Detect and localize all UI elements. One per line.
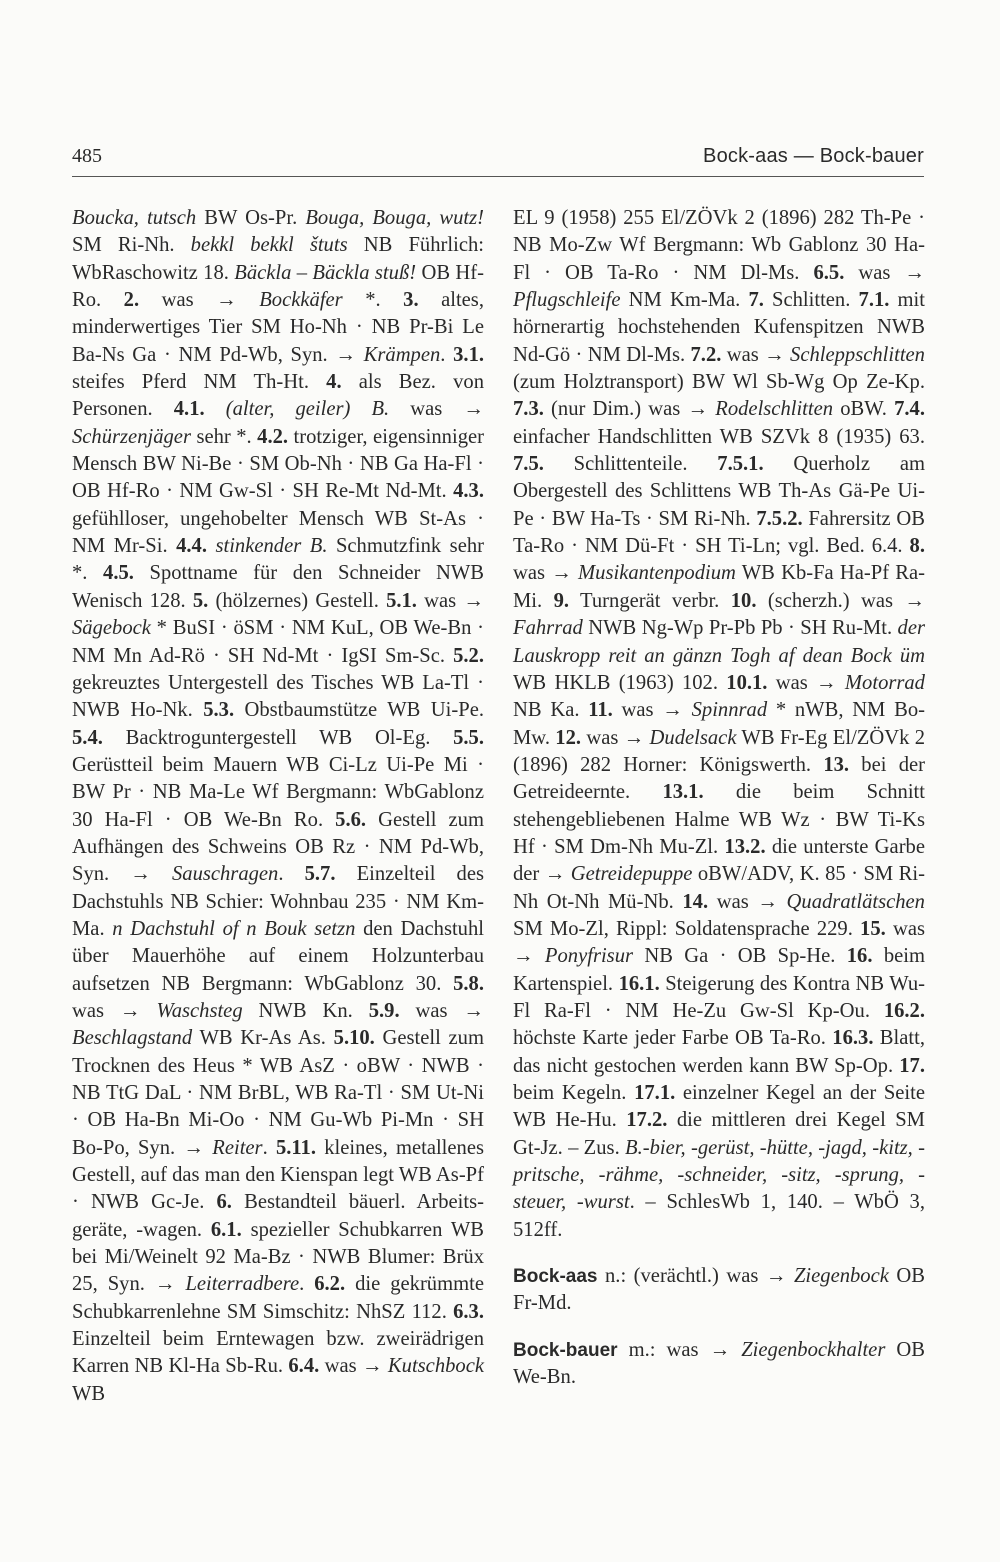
left-column (72, 205, 484, 1408)
entry-body: m.: was → Ziegenbockhalter OB We-Bn. (513, 1338, 925, 1389)
entry-body: n.: (verächtl.) was → Ziegenbock OB Fr-Md. (513, 1265, 925, 1315)
page-number: 485 (72, 145, 102, 167)
right-column (513, 205, 925, 1391)
running-head: Bock-aas — Bock-bauer (703, 145, 924, 167)
headword: Bock-bauer (513, 1339, 618, 1361)
entry-continuation-right: EL 9 (1958) 255 El/ZÖVk 2 (1896) 282 Th-Pe · NB Mo-Zw Wf Bergmann: Wb Gablonz 30 Ha-Fl · OB Ta-Ro · NM Dl-Ms. 6.5. was → Pflugschleife NM Km-Ma. 7. Schlitten. 7.1. mit hörnerartig hochstehenden Kufenspitzen NWB Nd-Gö · NM Dl-Ms. 7.2. was → Schleppschlitten (zum Holztransport) BW Wl Sb-Wg Op Ze-Kp. 7.3. (nur Dim.) was → Rodelschlitten oBW. 7.4. einfacher Handschlitten WB SZVk 8 (1935) 63. 7.5. Schlittenteile. 7.5.1. Querholz am Obergestell des Schlittens WB Th-As Gä-Pe Ui-Pe · BW Ha-Ts · SM Ri-Nh. 7.5.2. Fahrersitz OB Ta-Ro · NM Dü-Ft · SH Ti-Ln; vgl. Bed. 6.4. 8. was → Musikantenpodium WB Kb-Fa Ha-Pf Ra-Mi. 9. Turngerät verbr. 10. (scherzh.) was → Fahrrad NWB Ng-Wp Pr-Pb Pb · SH Ru-Mt. der Lauskropp reit an gänzn Togh af dean Bock üm WB HKLB (1963) 102. 10.1. was → Motorrad NB Ka. 11. was → Spinnrad * nWB, NM Bo-Mw. 12. was → Dudelsack WB Fr-Eg El/ZÖVk 2 (1896) 282 Horner: Königswerth. 13. bei der Getreideernte. 13.1. die beim Schnitt stehengebliebenen Halme WB Wz · BW Ti-Ks Hf · SM Dm-Nh Mu-Zl. 13.2. die unterste Garbe der → Getreidepuppe oBW/ADV, K. 85 · SM Ri-Nh Ot-Nh Mü-Nb. 14. was → Quadratlätschen SM Mo-Zl, Rippl: Soldatensprache 229. 15. was → Ponyfrisur NB Ga · OB Sp-He. 16. beim Kartenspiel. 16.1. Steigerung des Kontra NB Wu-Fl Ra-Fl · NM He-Zu Gw-Sl Kp-Ou. 16.2. höchste Karte jeder Farbe OB Ta-Ro. 16.3. Blatt, das nicht gestochen werden kann BW Sp-Op. 17. beim Kegeln. 17.1. einzelner Kegel an der Seite WB He-Hu. 17.2. die mittleren drei Kegel SM Gt-Jz. – Zus. B.-bier, -gerüst, -hütte, -jagd, -kitz, -pritsche, -rähme, -schneider, -sitz, -sprung, -steuer, -wurst. – SchlesWb 1, 140. – WbÖ 3, 512ff. (513, 207, 926, 1241)
entry-bock-bauer (513, 1337, 925, 1392)
entry-bock-aas (513, 1263, 925, 1318)
headword: Bock-aas (513, 1266, 598, 1288)
entry-continuation: Boucka, tutsch BW Os-Pr. Bouga, Bouga, wutz! SM Ri-Nh. bekkl bekkl štuts NB Führlich: WbRaschowitz 18. Bäckla – Bäckla stuß! OB Hf-Ro. 2. was → Bockkäfer *. 3. altes, minderwertiges Tier SM Ho-Nh · NB Pr-Bi Le Ba-Ns Ga · NM Pd-Wb, Syn. → Krämpen. 3.1. steifes Pferd NM Th-Ht. 4. als Bez. von Personen. 4.1. (alter, geiler) B. was → Schürzenjäger sehr *. 4.2. trotziger, eigensinniger Mensch BW Ni-Be · SM Ob-Nh · NB Ga Ha-Fl · OB Hf-Ro · NM Gw-Sl · SH Re-Mt Nd-Mt. 4.3. gefühlloser, ungehobelter Mensch WB St-As · NM Mr-Si. 4.4. stinkender B. Schmutzfink sehr *. 4.5. Spottname für den Schneider NWB Wenisch 128. 5. (hölzernes) Gestell. 5.1. was → Sägebock * BuSI · öSM · NM KuL, OB We-Bn · NM Mn Ad-Rö · SH Nd-Mt · IgSI Sm-Sc. 5.2. gekreuztes Untergestell des Tisches WB La-Tl · NWB Ho-Nk. 5.3. Obstbaumstütze WB Ui-Pe. 5.4. Backtroguntergestell WB Ol-Eg. 5.5. Gerüstteil beim Mauern WB Ci-Lz Ui-Pe Mi · BW Pr · NB Ma-Le Wf Bergmann: WbGablonz 30 Ha-Fl · OB We-Bn Ro. 5.6. Gestell zum Aufhängen des Schweins OB Rz · NM Pd-Wb, Syn. → Sauschragen. 5.7. Einzelteil des Dachstuhls NB Schier: Wohnbau 235 · NM Km-Ma. n Dachstuhl of n Bouk setzn den Dachstuhl über Mauerhöhe auf einem Holzunterbau aufsetzen NB Bergmann: WbGablonz 30. 5.8. was → Waschsteg NWB Kn. 5.9. was → Beschlagstand WB Kr-As As. 5.10. Gestell zum Trocknen des Heus * WB AsZ · oBW · NWB · NB TtG DaL · NM BrBL, WB Ra-Tl · SM Ut-Ni · OB Ha-Bn Mi-Oo · NM Gu-Wb Pi-Mn · SH Bo-Po, Syn. → Reiter. 5.11. kleines, metallenes Gestell, auf das man den Kienspan legt WB As-Pf · NWB Gc-Je. 6. Bestandteil bäuerl. Arbeitsgeräte, -wagen. 6.1. spezieller Schubkarren WB bei Mi/Weinelt 92 Ma-Bz · NWB Blumer: Brüx 25, Syn. → Leiterradbere. 6.2. die gekrümmte Schubkarrenlehne SM Simschitz: NhSZ 112. 6.3. Einzelteil beim Erntewagen bzw. zweirädrigen Karren NB Kl-Ha Sb-Ru. 6.4. was → Kutschbock WB (72, 207, 485, 1405)
page-header (72, 145, 924, 177)
